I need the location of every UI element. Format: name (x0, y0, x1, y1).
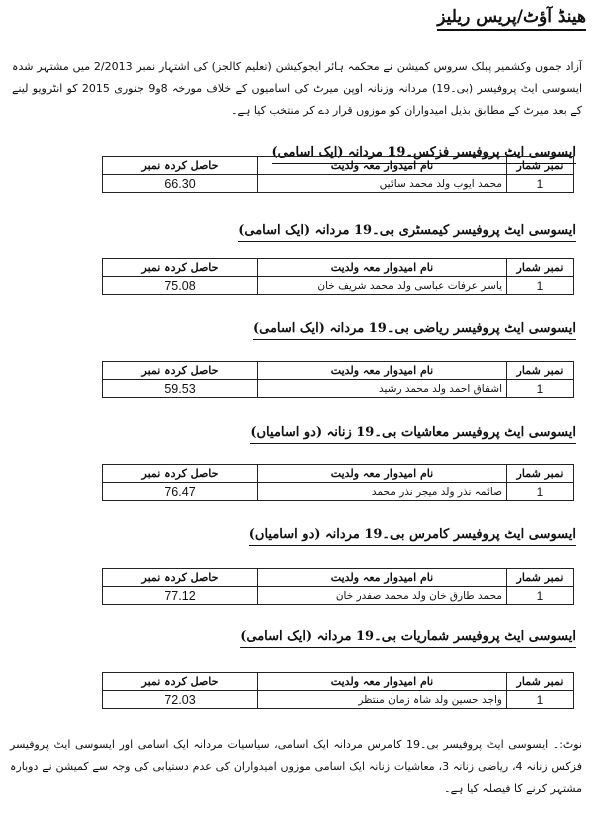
section-heading-mathematics: ایسوسی ایٹ پروفیسر ریاضی بی۔19 مردانہ (ایک اسامی) (253, 320, 576, 340)
table-row (103, 277, 574, 295)
result-table-chemistry (102, 258, 574, 295)
header-name: نام امیدوار معہ ولدیت (258, 569, 507, 587)
table-header-row (103, 465, 574, 483)
header-serial: نمبر شمار (507, 259, 574, 277)
header-name: نام امیدوار معہ ولدیت (258, 673, 507, 691)
marks-cell: 75.08 (103, 277, 258, 295)
serial-cell: 1 (507, 380, 574, 398)
serial-cell: 1 (507, 483, 574, 501)
result-table-commerce (102, 568, 574, 605)
header-marks: حاصل کردہ نمبر (103, 362, 258, 380)
section-heading-commerce: ایسوسی ایٹ پروفیسر کامرس بی۔19 مردانہ (دو اسامیاں) (249, 526, 576, 546)
marks-cell: 72.03 (103, 691, 258, 709)
header-serial: نمبر شمار (507, 465, 574, 483)
table-row (103, 380, 574, 398)
note-paragraph: نوٹ:۔ ایسوسی ایٹ پروفیسر بی۔19 کامرس مردانہ ایک اسامی، سیاسیات مردانہ ایک اسامی اور ایسوسی ایٹ پروفیسر فزکس زنانہ 4، ریاضی زنانہ 3، معاشیات زنانہ ایک اسامی موزوں امیدواران کی عدم دستیابی کی وجہ سے کمیشن نے دوبارہ مشتہر کرنے کا فیصلہ کیا ہے۔ (10, 738, 582, 795)
result-table-physics (102, 156, 574, 193)
header-marks: حاصل کردہ نمبر (103, 259, 258, 277)
name-cell: محمد طارق خان ولد محمد صفدر خان (258, 587, 507, 605)
header-marks: حاصل کردہ نمبر (103, 673, 258, 691)
marks-cell: 66.30 (103, 175, 258, 193)
table-row (103, 483, 574, 501)
table-header-row (103, 157, 574, 175)
name-cell: محمد ایوب ولد محمد سائیں (258, 175, 507, 193)
name-cell: یاسر عرفات عباسی ولد محمد شریف خان (258, 277, 507, 295)
header-serial: نمبر شمار (507, 569, 574, 587)
header-serial: نمبر شمار (507, 157, 574, 175)
table-row (103, 587, 574, 605)
marks-cell: 59.53 (103, 380, 258, 398)
section-heading-chemistry: ایسوسی ایٹ پروفیسر کیمسٹری بی۔19 مردانہ (ایک اسامی) (238, 222, 576, 242)
header-serial: نمبر شمار (507, 673, 574, 691)
name-cell: واجد حسین ولد شاہ زمان منتظر (258, 691, 507, 709)
section-heading-statistics: ایسوسی ایٹ پروفیسر شماریات بی۔19 مردانہ (ایک اسامی) (240, 628, 576, 648)
table-header-row (103, 259, 574, 277)
result-table-mathematics (102, 361, 574, 398)
serial-cell: 1 (507, 175, 574, 193)
table-row (103, 175, 574, 193)
table-row (103, 691, 574, 709)
result-table-statistics (102, 672, 574, 709)
result-table-economics (102, 464, 574, 501)
header-marks: حاصل کردہ نمبر (103, 157, 258, 175)
serial-cell: 1 (507, 587, 574, 605)
serial-cell: 1 (507, 691, 574, 709)
header-marks: حاصل کردہ نمبر (103, 569, 258, 587)
serial-cell: 1 (507, 277, 574, 295)
table-header-row (103, 362, 574, 380)
section-heading-economics: ایسوسی ایٹ پروفیسر معاشیات بی۔19 زنانہ (دو اسامیاں) (250, 424, 576, 444)
name-cell: صائمہ نذر ولد میجر نذر محمد (258, 483, 507, 501)
header-serial: نمبر شمار (507, 362, 574, 380)
name-cell: اشفاق احمد ولد محمد رشید (258, 380, 507, 398)
document-title: ھینڈ آؤٹ/پریس ریلیز (437, 6, 586, 31)
header-name: نام امیدوار معہ ولدیت (258, 465, 507, 483)
header-name: نام امیدوار معہ ولدیت (258, 259, 507, 277)
table-header-row (103, 569, 574, 587)
marks-cell: 77.12 (103, 587, 258, 605)
marks-cell: 76.47 (103, 483, 258, 501)
intro-paragraph: آزاد جموں وکشمیر پبلک سروس کمیشن نے محکمہ ہائر ایجوکیشن (تعلیم کالجز) کی اشتہار نمبر 2/2013 میں مشتہر شدہ ایسوسی ایٹ پروفیسر (بی۔19) مردانہ وزنانہ اوپن میرٹ کی اسامیوں کے خلاف مورخہ 8و9 جنوری 2015 کو انٹرویو لینے کے بعد میرٹ کے مطابق بذیل امیدواران کو موزوں قرار دے کر منتخب کیا ہے۔ (12, 60, 582, 117)
header-name: نام امیدوار معہ ولدیت (258, 362, 507, 380)
section-heading-physics: ایسوسی ایٹ پروفیسر فزکس۔19 مردانہ (ایک اسامی) (272, 144, 576, 164)
header-name: نام امیدوار معہ ولدیت (258, 157, 507, 175)
header-marks: حاصل کردہ نمبر (103, 465, 258, 483)
table-header-row (103, 673, 574, 691)
